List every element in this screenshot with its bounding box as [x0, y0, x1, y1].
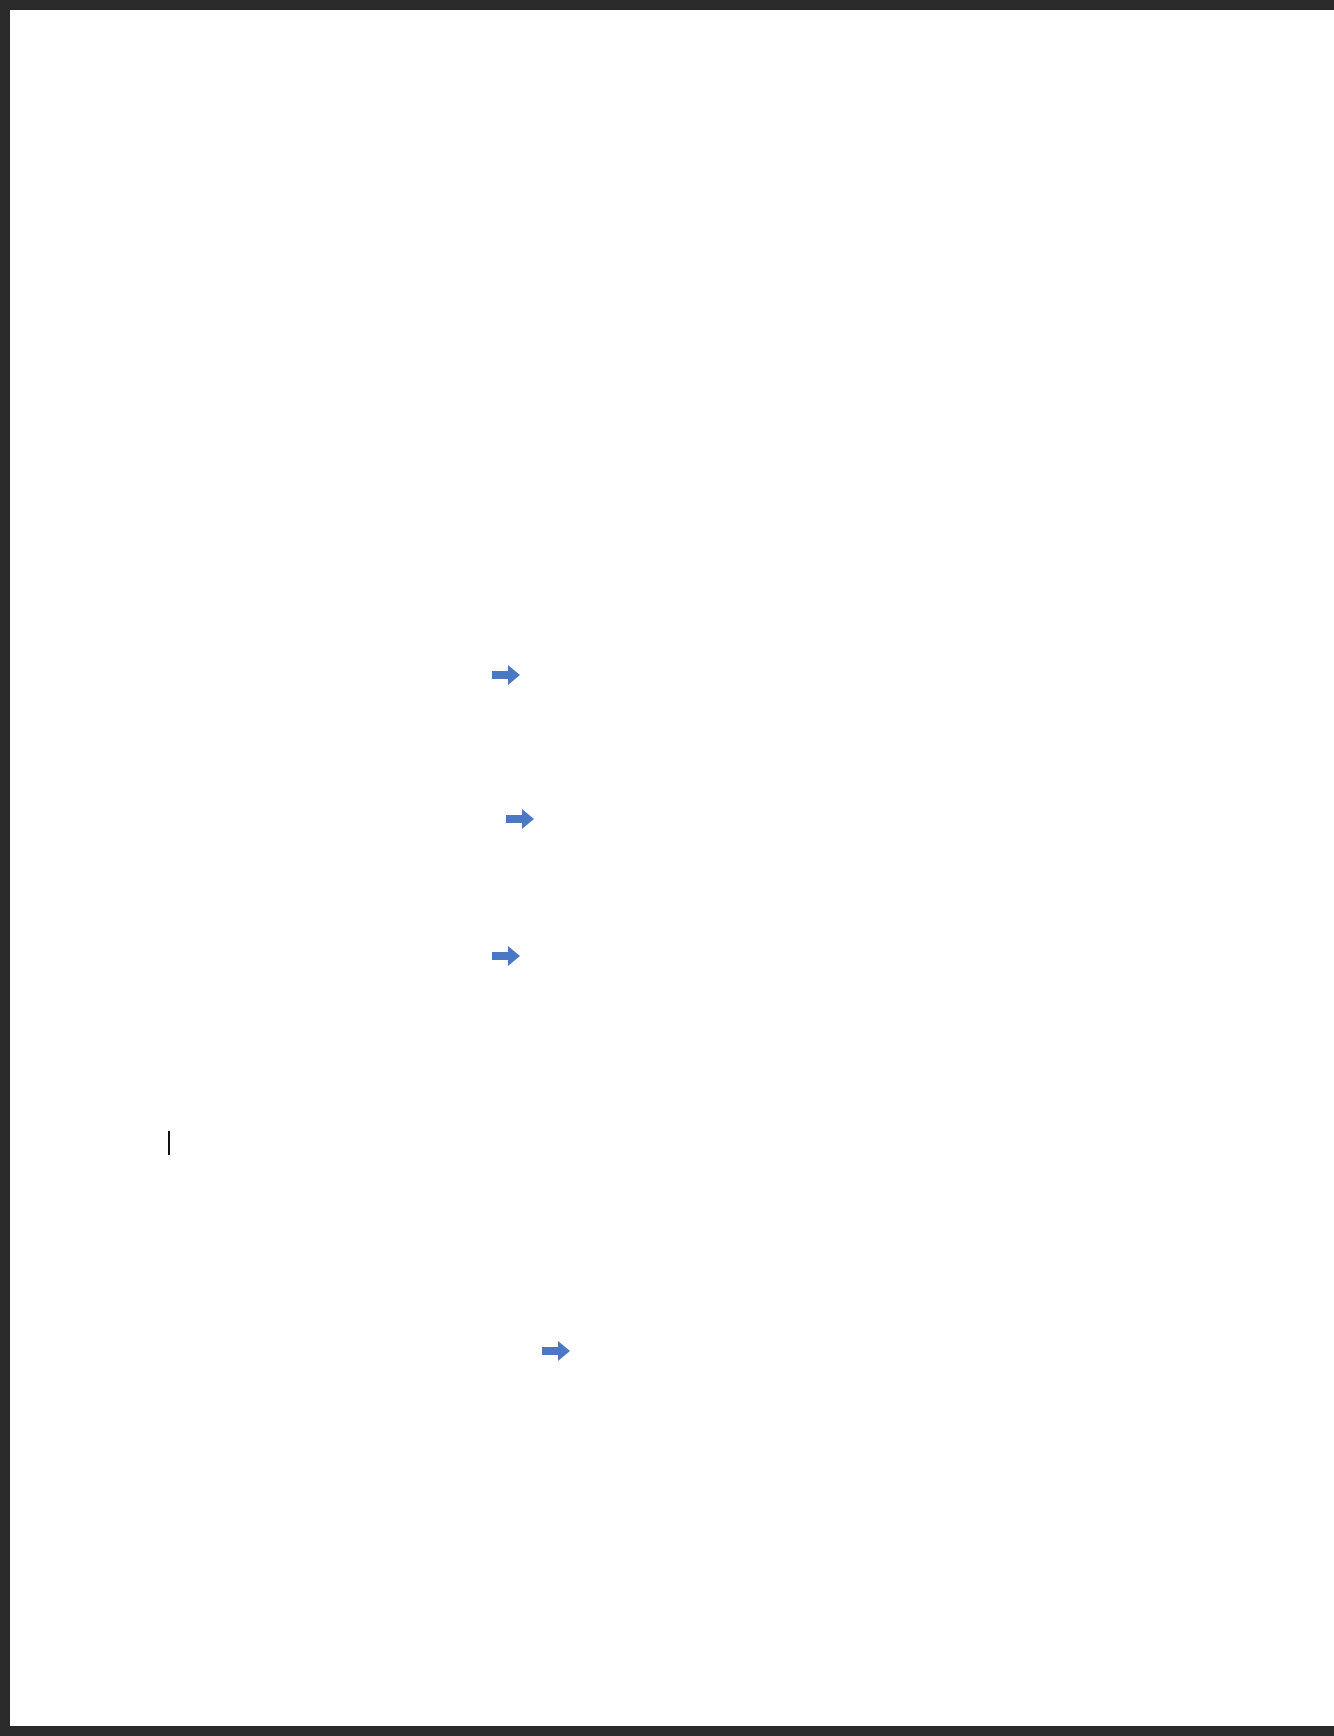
document-page	[10, 10, 1334, 1726]
update-paragraph	[165, 1128, 1197, 1156]
arrow-icon	[492, 946, 520, 966]
arrow-icon	[542, 1341, 570, 1361]
arrow-icon	[492, 665, 520, 685]
text-cursor	[168, 1131, 170, 1155]
arrow-icon	[506, 809, 534, 829]
